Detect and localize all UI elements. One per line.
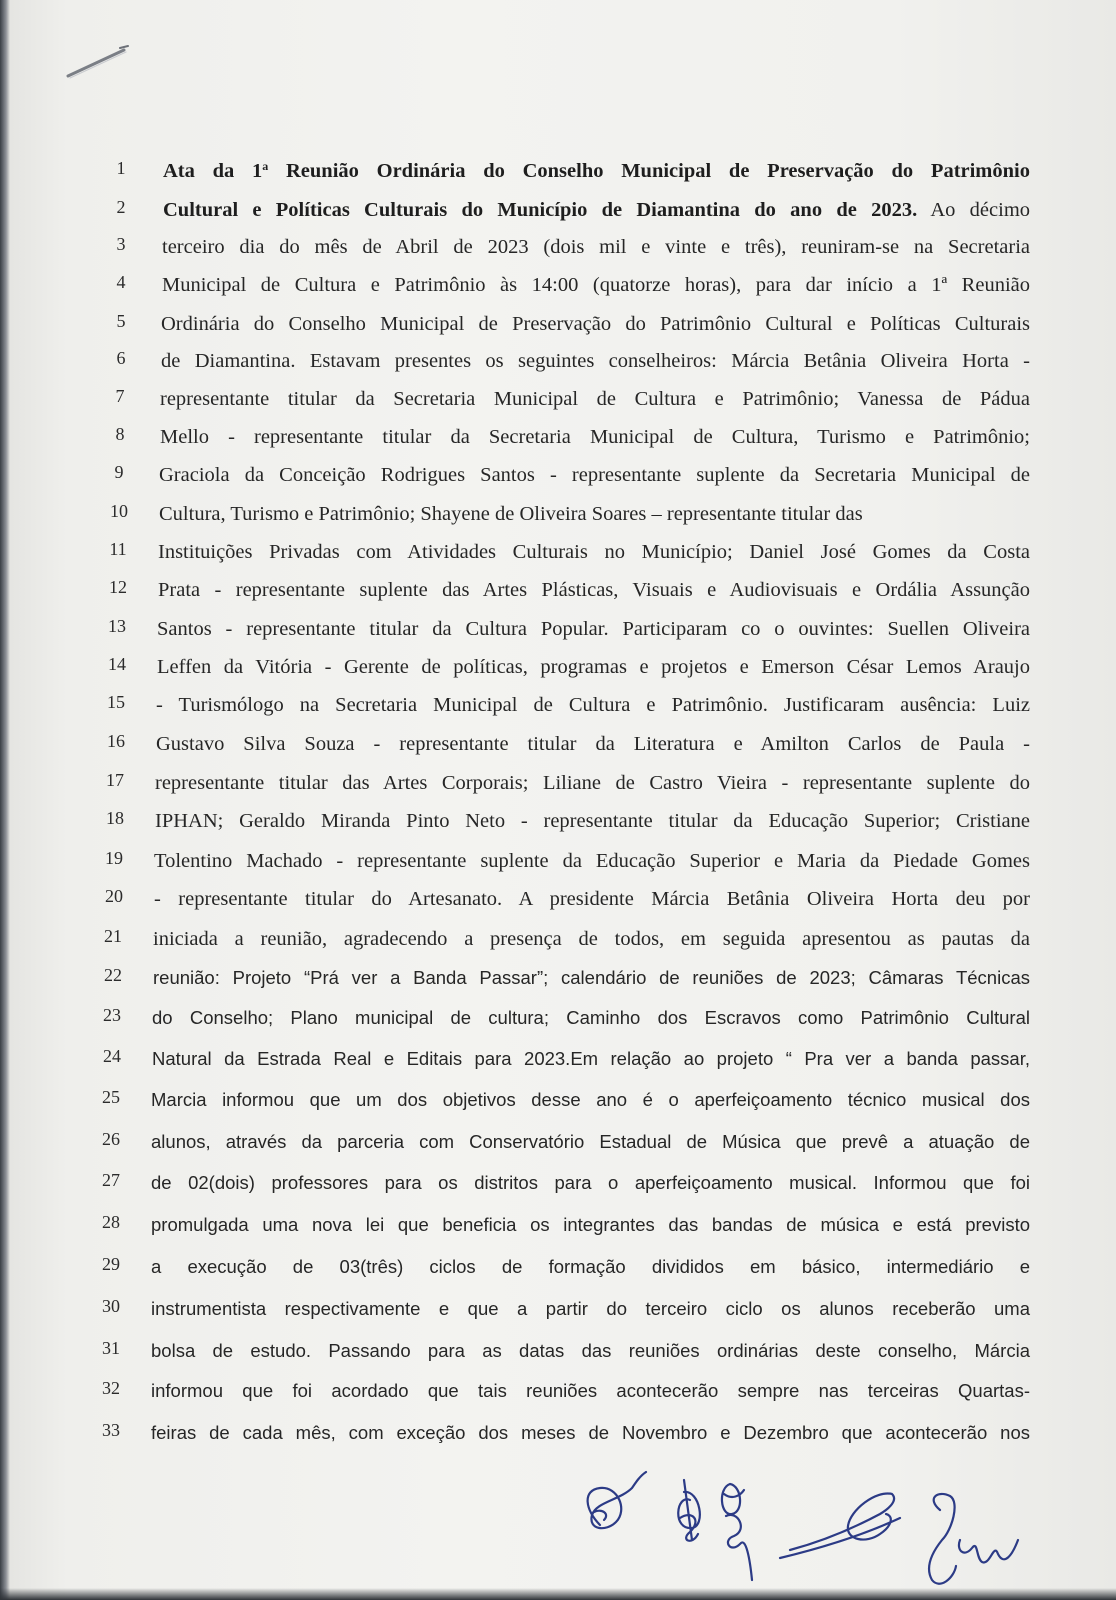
minutes-line	[0, 846, 1116, 884]
line-number: 10	[110, 501, 128, 521]
minutes-line	[0, 614, 1116, 652]
body-text: Marcia informou que um dos objetivos desse ano é o aperfeiçoamento técnico musical dos	[151, 1089, 1030, 1110]
line-number: 29	[102, 1254, 120, 1274]
signatures-handwritten	[580, 1470, 1040, 1595]
title-text: Cultural e Políticas Culturais do Município de Diamantina do ano de 2023.	[163, 199, 918, 221]
line-number: 31	[102, 1338, 120, 1358]
line-number: 8	[115, 424, 125, 444]
line-number: 33	[102, 1420, 120, 1440]
minutes-line	[0, 884, 1116, 922]
body-text: Ao décimo	[917, 199, 1031, 221]
line-text	[151, 1129, 1030, 1155]
minutes-line	[0, 575, 1116, 613]
line-text	[151, 1212, 1030, 1238]
line-text	[155, 770, 1030, 796]
line-text	[156, 731, 1030, 757]
minutes-line	[0, 232, 1116, 270]
line-text	[158, 577, 1030, 603]
line-number: 24	[103, 1046, 121, 1066]
line-number: 1	[116, 158, 126, 178]
body-text: Mello - representante titular da Secretaria Municipal de Cultura, Turismo e Patrimônio;	[160, 426, 1030, 448]
line-number: 11	[109, 539, 127, 559]
body-text: do Conselho; Plano municipal de cultura; Caminho dos Escravos como Patrimônio Cultural	[152, 1007, 1030, 1028]
page-bottom-shadow	[0, 1588, 1116, 1600]
line-number: 15	[107, 692, 125, 712]
line-text	[151, 1296, 1030, 1322]
minutes-line	[0, 1168, 1116, 1206]
line-number: 30	[102, 1296, 120, 1316]
minutes-line	[0, 422, 1116, 460]
line-text	[160, 386, 1030, 412]
line-text	[154, 886, 1030, 912]
body-text: feiras de cada mês, com exceção dos meses de Novembro e Dezembro que acontecerão nos	[151, 1422, 1030, 1443]
line-text	[159, 462, 1030, 488]
body-text: Santos - representante titular da Cultura Popular. Participaram co o ouvintes: Suellen Oliveira	[157, 618, 1030, 640]
body-text: iniciada a reunião, agradecendo a presença de todos, em seguida apresentou as pautas da	[153, 928, 1030, 950]
line-number: 3	[116, 234, 126, 254]
line-text	[151, 1338, 1030, 1364]
body-text: Ordinária do Conselho Municipal de Preservação do Patrimônio Cultural e Políticas Culturais	[161, 313, 1030, 335]
minutes-line	[0, 1336, 1116, 1374]
line-text	[163, 158, 1030, 184]
body-text: de Diamantina. Estavam presentes os seguintes conselheiros: Márcia Betânia Oliveira Horta -	[161, 350, 1030, 372]
line-number: 12	[109, 577, 127, 597]
line-number: 28	[102, 1212, 120, 1232]
title-text: Ata da 1$^a$ Reunião Ordinária do Conselho Municipal de Preservação do Patrimônio	[163, 159, 1030, 182]
body-text: representante titular das Artes Corporais; Liliane de Castro Vieira - representante suplente do	[155, 772, 1030, 794]
minutes-line	[0, 652, 1116, 690]
line-number: 13	[108, 616, 126, 636]
line-number: 9	[114, 462, 124, 482]
line-text	[151, 1087, 1030, 1113]
minutes-line	[0, 270, 1116, 308]
minutes-line	[0, 537, 1116, 575]
line-number: 19	[105, 848, 123, 868]
line-text	[151, 1420, 1030, 1446]
body-text: IPHAN; Geraldo Miranda Pinto Neto - representante titular da Educação Superior; Cristiane	[155, 810, 1030, 832]
body-text: Natural da Estrada Real e Editais para 2023.Em relação ao projeto “ Pra ver a banda passar,	[152, 1048, 1030, 1069]
body-text: - Turismólogo na Secretaria Municipal de Cultura e Patrimônio. Justificaram ausência: Luiz	[156, 694, 1030, 716]
line-text	[155, 808, 1030, 834]
body-text: Gustavo Silva Souza - representante titular da Literatura e Amilton Carlos de Paula -	[156, 733, 1030, 755]
minutes-line	[0, 924, 1116, 962]
line-number: 2	[116, 197, 126, 217]
body-text: Instituições Privadas com Atividades Culturais no Município; Daniel José Gomes da Costa	[158, 541, 1030, 563]
line-number: 26	[102, 1129, 120, 1149]
line-text	[163, 197, 1030, 223]
body-text: representante titular da Secretaria Municipal de Cultura e Patrimônio; Vanessa de Pádua	[160, 388, 1030, 410]
line-text	[153, 926, 1030, 952]
minutes-line	[0, 499, 1116, 537]
minutes-line	[0, 768, 1116, 806]
body-text: bolsa de estudo. Passando para as datas das reuniões ordinárias deste conselho, Márcia	[151, 1340, 1030, 1361]
line-text	[152, 1005, 1030, 1031]
minutes-line	[0, 806, 1116, 844]
minutes-line	[0, 690, 1116, 728]
line-text	[151, 1378, 1030, 1404]
body-text: informou que foi acordado que tais reuniões acontecerão sempre nas terceiras Quartas-	[151, 1380, 1030, 1401]
body-text: a execução de 03(três) ciclos de formação divididos em básico, intermediário e	[151, 1256, 1030, 1277]
line-number: 32	[102, 1378, 120, 1398]
line-number: 25	[102, 1087, 120, 1107]
body-text: Graciola da Conceição Rodrigues Santos - representante suplente da Secretaria Municipal de	[159, 464, 1030, 486]
line-text	[151, 1170, 1030, 1196]
minutes-line	[0, 384, 1116, 422]
minutes-line	[0, 1044, 1116, 1082]
body-text: Prata - representante suplente das Artes Plásticas, Visuais e Audiovisuais e Ordália Assunção	[158, 579, 1030, 601]
line-text	[157, 654, 1030, 680]
line-text	[157, 616, 1030, 642]
line-number: 5	[116, 311, 126, 331]
line-text	[161, 348, 1030, 374]
body-text: reunião: Projeto “Prá ver a Banda Passar”; calendário de reuniões de 2023; Câmaras Técnicas	[153, 967, 1030, 988]
body-text: Leffen da Vitória - Gerente de políticas, programas e projetos e Emerson César Lemos Araujo	[157, 656, 1030, 678]
line-number: 14	[108, 654, 126, 674]
body-text: promulgada uma nova lei que beneficia os integrantes das bandas de música e está previsto	[151, 1214, 1030, 1235]
body-text: Tolentino Machado - representante suplente da Educação Superior e Maria da Piedade Gomes	[154, 850, 1030, 872]
line-text	[153, 965, 1030, 991]
body-text: - representante titular do Artesanato. A presidente Márcia Betânia Oliveira Horta deu por	[154, 888, 1030, 910]
minutes-line	[0, 1418, 1116, 1456]
line-text	[162, 234, 1030, 260]
line-text	[159, 501, 1030, 527]
body-text: alunos, através da parceria com Conservatório Estadual de Música que prevê a atuação de	[151, 1131, 1030, 1152]
line-text	[162, 272, 1030, 298]
minutes-line	[0, 156, 1116, 194]
minutes-line	[0, 1252, 1116, 1290]
line-number: 18	[106, 808, 124, 828]
line-number: 21	[104, 926, 122, 946]
minutes-line	[0, 1003, 1116, 1041]
minutes-line	[0, 309, 1116, 347]
line-text	[158, 539, 1030, 565]
line-number: 7	[115, 386, 125, 406]
line-number: 22	[104, 965, 122, 985]
line-text	[154, 848, 1030, 874]
minutes-line	[0, 460, 1116, 498]
minutes-line	[0, 346, 1116, 384]
line-text	[160, 424, 1030, 450]
minutes-line	[0, 1376, 1116, 1414]
line-text	[156, 692, 1030, 718]
body-text: instrumentista respectivamente e que a partir do terceiro ciclo os alunos receberão uma	[151, 1298, 1030, 1319]
line-number: 4	[116, 272, 126, 292]
body-text: Cultura, Turismo e Patrimônio; Shayene de Oliveira Soares – representante titular das	[159, 503, 863, 525]
line-number: 6	[116, 348, 126, 368]
minutes-line	[0, 1294, 1116, 1332]
minutes-line	[0, 729, 1116, 767]
minutes-line	[0, 1085, 1116, 1123]
minutes-line	[0, 195, 1116, 233]
minutes-line	[0, 1127, 1116, 1165]
line-number: 23	[103, 1005, 121, 1025]
line-number: 27	[102, 1170, 120, 1190]
line-number: 16	[107, 731, 125, 751]
line-text	[152, 1046, 1030, 1072]
body-text: de 02(dois) professores para os distritos para o aperfeiçoamento musical. Informou que foi	[151, 1172, 1030, 1193]
body-text: Municipal de Cultura e Patrimônio às 14:00 (quatorze horas), para dar início a 1ª Reunião	[162, 274, 1030, 296]
line-text	[161, 311, 1030, 337]
line-number: 17	[106, 770, 124, 790]
minutes-line	[0, 1210, 1116, 1248]
line-text	[151, 1254, 1030, 1280]
minutes-line	[0, 963, 1116, 1001]
line-number: 20	[105, 886, 123, 906]
body-text: terceiro dia do mês de Abril de 2023 (dois mil e vinte e três), reuniram-se na Secretaria	[162, 236, 1030, 258]
